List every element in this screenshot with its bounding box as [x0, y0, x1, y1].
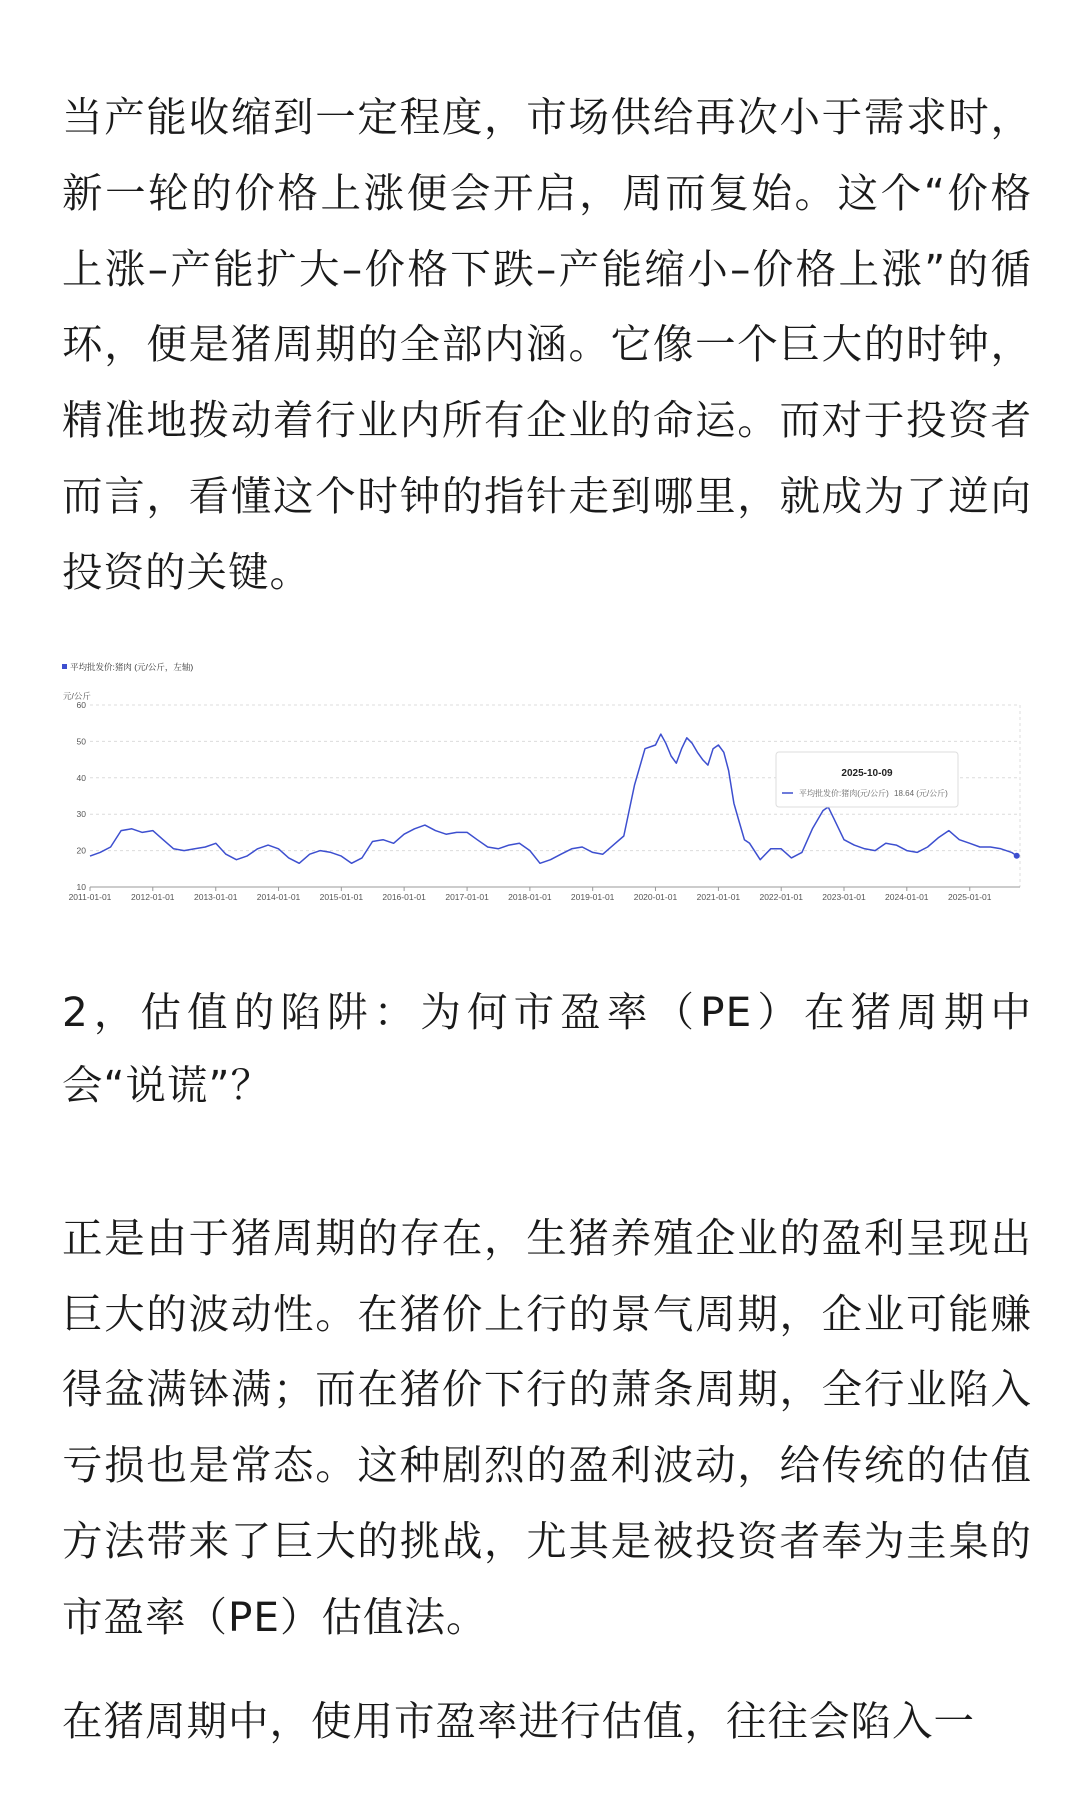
x-tick-label: 2018-01-01 [508, 892, 552, 902]
y-tick-label: 50 [76, 736, 86, 747]
paragraph-4: 在猪周期中，使用市盈率进行估值，往往会陷入一 [62, 1697, 975, 1745]
x-tick-label: 2020-01-01 [633, 892, 678, 902]
x-tick-label: 2017-01-01 [445, 892, 489, 902]
legend-label: 平均批发价:猪肉 (元/公斤，左轴) [70, 662, 194, 672]
y-axis-ticks [77, 700, 87, 892]
tooltip-value: 18.64 (元/公斤) [894, 789, 948, 798]
x-axis-ticks [69, 887, 1020, 902]
chart-svg [62, 648, 1024, 923]
x-tick-label: 2024-01-01 [885, 892, 929, 902]
x-tick-label: 2016-01-01 [382, 892, 426, 902]
y-axis-unit: 元/公斤 [63, 691, 91, 701]
legend-swatch [62, 664, 67, 669]
tooltip-date: 2025-10-09 [841, 768, 893, 779]
y-tick-label: 20 [76, 845, 86, 856]
paragraph-1: 当产能收缩到一定程度，市场供给再次小于需求时，新一轮的价格上涨便会开启，周而复始。这个“价格上涨–产能扩大–价格下跌–产能缩小–价格上涨”的循环，便是猪周期的全部内涵。它像一个巨大的时钟，精准地拨动着行业内所有企业的命运。而对于投资者而言，看懂这个时钟的指针走到哪里，就成为了逆向投资的关键。 [62, 93, 1032, 596]
chart-legend [62, 662, 193, 673]
x-tick-label: 2012-01-01 [131, 892, 175, 902]
x-tick-label: 2021-01-01 [696, 892, 741, 902]
y-tick-label: 10 [76, 882, 86, 892]
x-tick-label: 2022-01-01 [759, 892, 803, 902]
y-tick-label: 40 [76, 772, 86, 783]
x-tick-label: 2025-01-01 [948, 892, 992, 902]
x-tick-label: 2023-01-01 [822, 892, 866, 902]
x-tick-label: 2011-01-01 [68, 892, 112, 902]
x-tick-label: 2014-01-01 [256, 892, 301, 902]
pork-price-chart [62, 648, 1024, 923]
y-tick-label: 60 [76, 700, 86, 710]
chart-tooltip [776, 752, 958, 807]
x-tick-label: 2015-01-01 [319, 892, 364, 902]
section-heading-2: 2，估值的陷阱：为何市盈率（PE）在猪周期中会“说谎”？ [62, 988, 1032, 1109]
x-tick-label: 2013-01-01 [194, 892, 238, 902]
tooltip-box [776, 752, 958, 807]
x-tick-label: 2019-01-01 [570, 892, 615, 902]
paragraph-3: 正是由于猪周期的存在，生猪养殖企业的盈利呈现出巨大的波动性。在猪价上行的景气周期，企业可能赚得盆满钵满；而在猪价下行的萧条周期，全行业陷入亏损也是常态。这种剧烈的盈利波动，给传统的估值方法带来了巨大的挑战，尤其是被投资者奉为圭臬的市盈率（PE）估值法。 [62, 1214, 1032, 1641]
series-end-point [1014, 853, 1020, 859]
y-tick-label: 30 [76, 809, 86, 820]
tooltip-series-name: 平均批发价:猪肉(元/公斤) [799, 789, 889, 798]
